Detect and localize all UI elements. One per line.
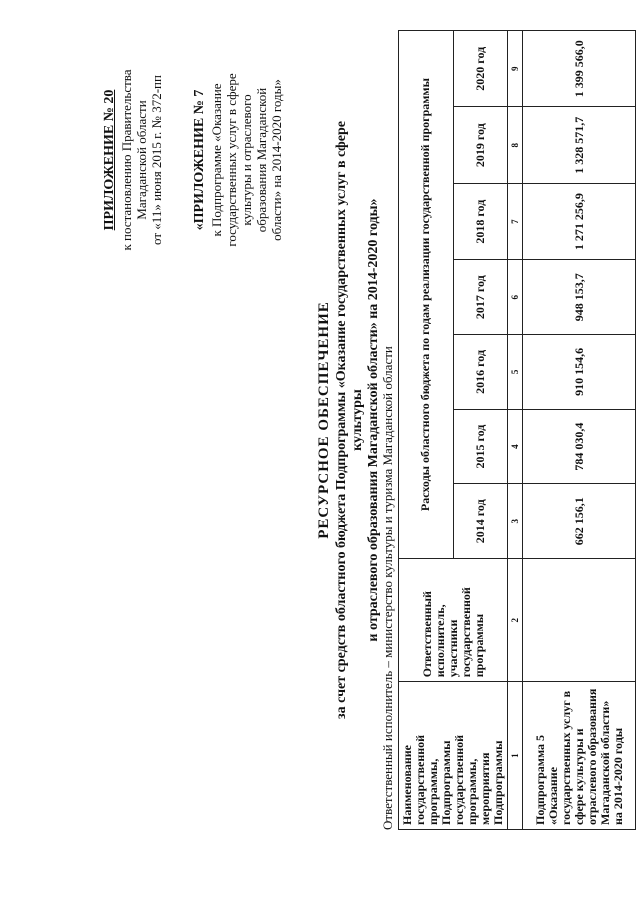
appendix-block bbox=[102, 60, 164, 260]
column-number: 5 bbox=[508, 335, 523, 410]
sub-appendix-line: культуры и отраслевого bbox=[239, 94, 254, 226]
column-number: 1 bbox=[508, 682, 523, 830]
col-header-year: 2017 год bbox=[453, 260, 508, 335]
col-header-year: 2016 год bbox=[453, 335, 508, 410]
title-heading: РЕСУРСНОЕ ОБЕСПЕЧЕНИЕ bbox=[316, 301, 332, 539]
col-header-year: 2020 год bbox=[453, 31, 508, 107]
sub-appendix-line: области» на 2014-2020 годы» bbox=[269, 79, 284, 241]
responsible-executor: Ответственный исполнитель – министерство культуры и туризма Магаданской области bbox=[380, 346, 395, 830]
col-header-year: 2019 год bbox=[453, 107, 508, 183]
col-header-name: Наименование государственной программы, Подпрограммы государственной программы, мероприятия Подпрограммы bbox=[399, 682, 508, 830]
row-name: Подпрограмма 5 «Оказание государственных услуг в сфере культуры и отраслевого образования Магаданской области» на 2014-2020 годы bbox=[523, 682, 636, 830]
column-number: 4 bbox=[508, 409, 523, 484]
document-sheet bbox=[80, 0, 625, 850]
table-row bbox=[523, 31, 636, 830]
appendix-line: от «11» июня 2015 г. № 372-пп bbox=[149, 75, 164, 245]
col-header-year: 2014 год bbox=[453, 484, 508, 559]
row-value-2020: 1 399 566,0 bbox=[523, 31, 636, 107]
column-number: 7 bbox=[508, 183, 523, 259]
row-value-2016: 910 154,6 bbox=[523, 335, 636, 410]
col-header-year: 2015 год bbox=[453, 409, 508, 484]
sub-appendix-line: к Подпрограмме «Оказание bbox=[209, 83, 224, 237]
col-header-expenses: Расходы областного бюджета по годам реализации государственной программы bbox=[399, 31, 454, 559]
column-number: 8 bbox=[508, 107, 523, 183]
column-number: 9 bbox=[508, 31, 523, 107]
title-line-2: и отраслевого образования Магаданской области» на 2014-2020 годы» bbox=[366, 198, 381, 642]
row-value-2018: 1 271 256,9 bbox=[523, 183, 636, 259]
row-value-2015: 784 030,4 bbox=[523, 409, 636, 484]
column-number: 2 bbox=[508, 559, 523, 682]
appendix-line: Магаданской области bbox=[134, 100, 149, 220]
row-value-2017: 948 153,7 bbox=[523, 260, 636, 335]
column-number: 6 bbox=[508, 260, 523, 335]
sub-appendix-line: образования Магаданской bbox=[254, 87, 269, 233]
column-number: 3 bbox=[508, 484, 523, 559]
row-value-2014: 662 156,1 bbox=[523, 484, 636, 559]
sub-appendix-block bbox=[192, 60, 284, 260]
document-title bbox=[316, 110, 382, 730]
row-responsible bbox=[523, 559, 636, 682]
title-line-1: за счет средств областного бюджета Подпрограммы «Оказание государственных услуг в сфере культуры bbox=[334, 121, 365, 719]
sub-appendix-line: государственных услуг в сфере bbox=[224, 73, 239, 247]
col-header-year: 2018 год bbox=[453, 183, 508, 259]
col-header-responsible: Ответственный исполнитель, участники государственной программы bbox=[399, 559, 508, 682]
sub-appendix-title: «ПРИЛОЖЕНИЕ № 7 bbox=[192, 89, 207, 231]
column-number-row bbox=[508, 31, 523, 830]
row-value-2019: 1 328 571,7 bbox=[523, 107, 636, 183]
budget-table bbox=[398, 30, 636, 830]
appendix-title: ПРИЛОЖЕНИЕ № 20 bbox=[102, 89, 117, 231]
appendix-line: к постановлению Правительства bbox=[119, 69, 134, 251]
